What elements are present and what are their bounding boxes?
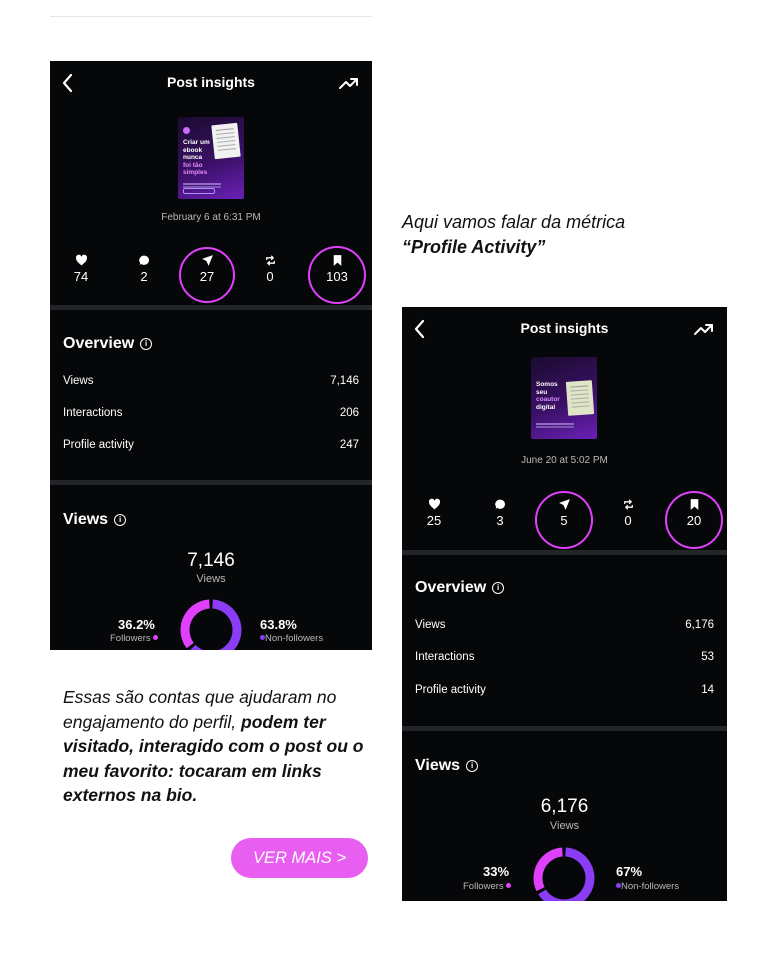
- views-total: 7,146: [187, 550, 235, 571]
- followers-legend: Followers: [463, 881, 511, 892]
- nonfollowers-percent: 67%: [616, 864, 643, 879]
- followers-legend: Followers: [110, 633, 158, 644]
- brand-logo: [183, 127, 190, 134]
- thumbnail-subtext: [536, 423, 574, 425]
- highlight-ring: [179, 247, 235, 303]
- stat-saves: 20: [664, 494, 724, 528]
- trending-icon[interactable]: [693, 320, 715, 338]
- nonfollowers-percent: 63.8%: [260, 617, 297, 632]
- post-insights-screen-left: Post insights Criar um ebook nunca foi tão simples February 6 at 6:31 PM 74 2 27 0 103 Overview i Views 7,146 Interactions 206 Profile activity 247 Views i 7,146 Views 36.2% Followers 63.8% Non-followers: [50, 61, 372, 650]
- info-icon[interactable]: i: [114, 514, 126, 526]
- views-donut-chart: [533, 847, 595, 901]
- stat-reposts: 0: [240, 250, 300, 284]
- header: [402, 307, 727, 351]
- stat-reposts: 0: [598, 494, 658, 528]
- thumbnail-button: [183, 188, 215, 194]
- highlight-ring: [308, 246, 366, 304]
- info-icon[interactable]: i: [140, 338, 152, 350]
- section-divider: [402, 550, 727, 555]
- donut-followers-arc: [185, 604, 209, 646]
- views-total-label: Views: [196, 573, 226, 585]
- info-icon[interactable]: i: [466, 760, 478, 772]
- repost-icon: [264, 254, 277, 267]
- nonfollowers-legend: Non-followers: [616, 881, 679, 892]
- overview-title: Overview i: [63, 335, 152, 353]
- stat-shares: 27: [177, 250, 237, 284]
- views-title: Views i: [63, 511, 126, 529]
- views-total-label: Views: [549, 820, 580, 832]
- post-thumbnail[interactable]: [531, 357, 597, 439]
- engagement-stats: [402, 494, 727, 548]
- header: [50, 61, 372, 105]
- stat-likes: 25: [404, 494, 464, 528]
- stat-comments: 3: [470, 494, 530, 528]
- page-title: Post insights: [167, 74, 255, 90]
- post-insights-screen-right: Post insights Somos seu coautor digital June 20 at 5:02 PM 25 3 5 0 20 Overview i Views 6,176 Interactions 53 Profile activity 14 Views i 6,176 Views 33% Followers 67% Non-followers: [402, 307, 727, 901]
- thumbnail-headline: Criar um ebook nunca foi tão simples: [183, 139, 210, 176]
- views-donut-chart: [180, 599, 242, 650]
- stat-shares: 5: [534, 494, 594, 528]
- info-icon[interactable]: i: [492, 582, 504, 594]
- top-divider: [50, 16, 372, 17]
- post-date: February 6 at 6:31 PM: [161, 212, 261, 223]
- stat-comments: 2: [114, 250, 174, 284]
- ver-mais-button[interactable]: VER MAIS >: [231, 838, 368, 878]
- followers-percent: 33%: [483, 864, 510, 879]
- trending-icon[interactable]: [338, 74, 360, 92]
- views-title: Views i: [415, 757, 478, 775]
- thumbnail-photo: [566, 380, 594, 416]
- heart-icon: [75, 254, 88, 267]
- donut-followers-arc: [538, 852, 562, 889]
- overview-title: Overview i: [415, 579, 504, 597]
- section-divider: [50, 480, 372, 485]
- thumbnail-subtext: [183, 183, 221, 185]
- section-divider: [402, 726, 727, 731]
- highlight-ring: [665, 491, 723, 549]
- stat-saves: 103: [307, 250, 367, 284]
- caption-metric: Aqui vamos falar da métrica “Profile Activity”: [402, 212, 626, 257]
- section-divider: [50, 305, 372, 310]
- followers-percent: 36.2%: [118, 617, 155, 632]
- highlight-ring: [535, 491, 593, 549]
- comment-icon: [138, 254, 151, 267]
- post-thumbnail[interactable]: [178, 117, 244, 199]
- caption-description: Essas são contas que ajudaram no engajamento do perfil, podem ter visitado, interagido com o post ou o meu favorito: tocaram em links externos na bio.: [63, 687, 364, 805]
- page-title: Post insights: [520, 320, 609, 336]
- comment-icon: [494, 498, 507, 511]
- engagement-stats: [50, 250, 372, 304]
- views-total: 6,176: [540, 796, 589, 817]
- heart-icon: [428, 498, 441, 511]
- nonfollowers-legend: Non-followers: [260, 633, 323, 644]
- repost-icon: [622, 498, 635, 511]
- post-date: June 20 at 5:02 PM: [521, 455, 608, 466]
- stat-likes: 74: [51, 250, 111, 284]
- thumbnail-headline: Somos seu coautor digital: [536, 381, 560, 411]
